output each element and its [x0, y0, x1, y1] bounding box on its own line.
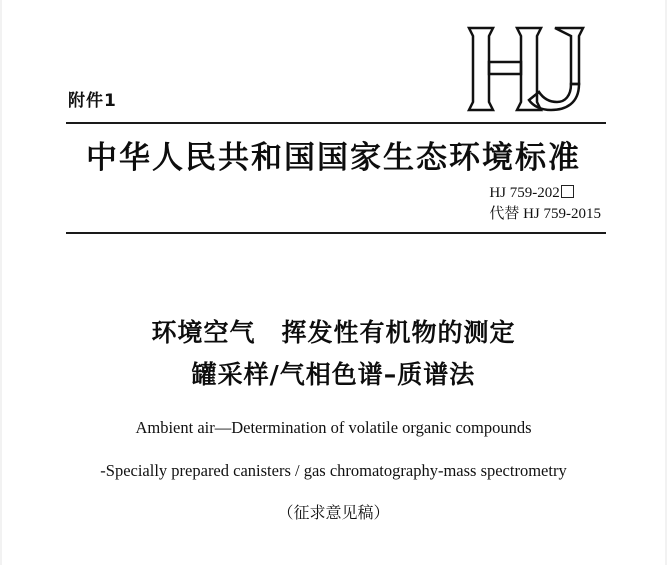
document-title — [0, 312, 667, 396]
standard-org-title: 中华人民共和国国家生态环境标准 — [86, 140, 581, 176]
standard-number-block — [489, 183, 601, 225]
document-title-line1-part-a: 环境空气 — [151, 318, 256, 347]
hj-logo-icon — [463, 22, 593, 114]
divider-top — [66, 122, 606, 124]
standard-number: HJ 759-202 — [489, 185, 560, 201]
draft-status-note: （征求意见稿） — [277, 503, 390, 522]
english-title-line1: Ambient air—Determination of volatile organic compounds — [135, 418, 532, 437]
standard-number-line — [489, 183, 601, 204]
english-title-line2: -Specially prepared canisters / gas chromatography-mass spectrometry — [100, 461, 567, 480]
divider-bottom — [66, 232, 606, 234]
replaces-line: 代替 HJ 759-2015 — [489, 206, 601, 222]
standard-number-blank-box — [561, 185, 574, 198]
document-title-line1-part-b: 挥发性有机物的测定 — [281, 318, 516, 347]
attachment-label: 附件1 — [68, 91, 117, 111]
document-title-line2: 罐采样/气相色谱–质谱法 — [191, 360, 476, 389]
